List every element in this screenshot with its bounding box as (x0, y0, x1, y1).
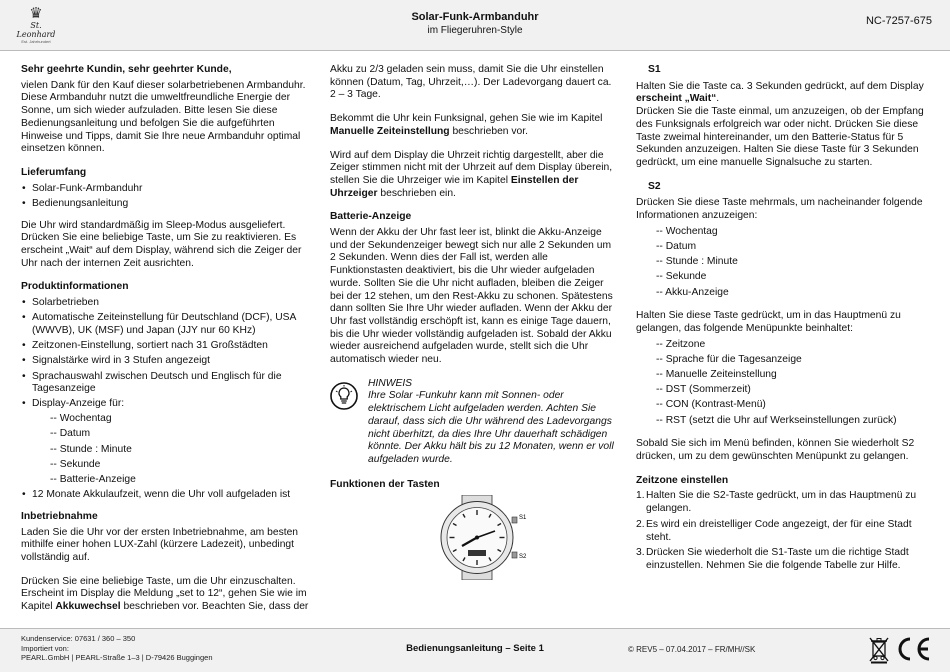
weee-bin-icon (868, 636, 890, 664)
page-footer (0, 628, 950, 672)
watch-lcd-display (468, 550, 486, 556)
timezone-steps (636, 490, 928, 572)
list-item: -- DST (Sommerzeit) (656, 384, 751, 396)
ce-mark-icon (895, 635, 933, 663)
list-item: -- Wochentag (50, 413, 112, 425)
brand-logo (14, 6, 58, 44)
importer-address: PEARL.GmbH | PEARL-Straße 1–3 | D-79426 Buggingen (21, 653, 213, 662)
column-2 (330, 64, 618, 580)
step-number: 2. (636, 518, 645, 530)
text-span: Bekommt die Uhr kein Funksignal, gehen Sie wie im Kapitel (330, 113, 603, 125)
bold-reference: Einstellen der Uhrzeiger (330, 174, 579, 199)
battery-indicator-paragraph: Wenn der Akku der Uhr fast leer ist, blinkt die Akku-Anzeige und der Sekundenzeiger bewegt sich nur alle 2 Sekunden um 2 Sekunden. Wenn dies der Fall ist, werden alle Funktionstasten deaktiviert, bis die Uhr wieder aufgeladen wurde. Sollten Sie die Uhr nicht aufladen, bleiben die Zeiger bei der 12 stehen, um den Rest-Akku zu schonen. Spätestens dann sollten Sie Ihre Uhr wieder aufladen. Wenn der Akku der Uhr fast vollständig erschöpft ist, kann es einige Tage dauern, bis die Uhr wieder vollständig aufgeladen ist. Sobald der Akku wieder ausreichend aufgeladen wurde, stellt sich die Uhr automatisch wieder neu. (330, 227, 613, 366)
watch-center (475, 536, 479, 540)
text-span: Wird auf dem Display die Uhrzeit richtig dargestellt, aber die Zeiger stimmen nicht mit der Uhrzeit auf dem Display überein, stellen Sie die Uhrzeiger wie im Kapitel (330, 149, 613, 186)
hint-box (330, 378, 618, 467)
list-item: • Zeitzonen-Einstellung, sortiert nach 31 Großstädten (32, 340, 311, 353)
text-span: beschrieben vor. (449, 125, 528, 137)
step-number: 3. (636, 547, 645, 559)
list-item: • Bedienungsanleitung (32, 198, 311, 211)
list-item: • Automatische Zeiteinstellung für Deutschland (DCF), USA (WWVB), UK (MSF) und Japan (JJY nur 60 KHz) (32, 312, 311, 337)
label-s1: S1 (519, 515, 527, 522)
step-text: Halten Sie die S2-Taste gedrückt, um in das Hauptmenü zu gelangen. (646, 490, 917, 515)
column-3 (636, 64, 928, 576)
list-item: -- Wochentag (656, 225, 718, 237)
step-text: Es wird ein dreistelliger Code angezeigt, der für eine Stadt steht. (646, 518, 912, 543)
menu-navigation-paragraph: Sobald Sie sich im Menü befinden, können Sie wiederholt S2 drücken, um zu dem gewünschten Menüpunkt zu gelangen. (636, 438, 915, 463)
logo-sub-text: Est. Jahrhundert (21, 39, 51, 44)
charge-continue-paragraph: Akku zu 2/3 geladen sein muss, damit Sie die Uhr einstellen können (Datum, Tag, Uhrzeit,…). Der Ladevorgang dauert ca. 2 – 3 Tage. (330, 64, 612, 101)
watch-button-s2 (512, 552, 517, 558)
intro-paragraph: vielen Dank für den Kauf dieser solarbetriebenen Armbanduhr. Diese Armbanduhr nutzt die umweltfreundliche Energie der Sonne, um sich wieder aufzuladen. Bitte lesen Sie diese Bedienungsanleitung und befolgen Sie die aufgeführten Hinweise und Tipps, damit Sie Ihre neue Armbanduhr optimal einsetzen können. (21, 79, 306, 155)
s1-heading: S1 (648, 64, 661, 75)
step-number: 1. (636, 490, 645, 502)
list-item: -- Batterie-Anzeige (50, 473, 136, 485)
list-item: -- CON (Kontrast-Menü) (656, 399, 766, 411)
label-s2: S2 (519, 554, 527, 561)
logo-brand-text: St. Leonhard (16, 21, 56, 39)
bold-reference: Manuelle Zeiteinstellung (330, 125, 450, 137)
s2-paragraph: Drücken Sie diese Taste mehrmals, um nacheinander folgende Informationen anzuzeigen: (636, 197, 923, 222)
first-use-paragraph: Laden Sie die Uhr vor der ersten Inbetriebnahme, am besten mithilfe einer hohen LUX-Zahl (kürzere Ladezeit), unbedingt vollständig auf. (21, 526, 299, 563)
revision-label: © REV5 – 07.04.2017 – FR/MH//SK (628, 645, 756, 654)
text-span: Drücken Sie die Taste einmal, um anzuzeigen, ob der Empfang des Funksignals erfolgreich war oder nicht. Drücken Sie diese Taste zweimal hintereinander, um den Batterie-Status für 5 Sekunden anzuzeigen. Halten Sie diese Taste für 3 Sekunden gedrückt, um eine manuelle Signalsuche zu starten. (636, 106, 924, 168)
button-functions-heading: Funktionen der Tasten (330, 478, 440, 490)
scope-list (21, 183, 311, 211)
s2-heading: S2 (648, 180, 661, 192)
list-item: -- Sekunde (50, 458, 101, 470)
scope-heading: Lieferumfang (21, 166, 87, 178)
product-info-list (21, 297, 311, 502)
first-use-heading: Inbetriebnahme (21, 510, 98, 522)
display-item-label: Display-Anzeige für: (32, 398, 125, 410)
list-item: • 12 Monate Akkulaufzeit, wenn die Uhr voll aufgeladen ist (32, 489, 311, 502)
customer-service: Kundenservice: 07631 / 360 – 350 (21, 634, 136, 643)
list-item: • Sprachauswahl zwischen Deutsch und Englisch für die Tagesanzeige (32, 371, 311, 396)
page-label: Bedienungsanleitung – Seite 1 (406, 643, 544, 654)
text-span: beschrieben ein. (377, 187, 456, 199)
list-item: • Signalstärke wird in 3 Stufen angezeigt (32, 355, 311, 368)
list-item: -- Zeitzone (656, 338, 706, 350)
article-number: NC-7257-675 (865, 15, 932, 27)
text-span: beschrieben vor. Beachten Sie, dass der (120, 601, 309, 613)
column-1 (21, 64, 311, 625)
display-sublist (32, 413, 311, 487)
list-item: • Solarbetrieben (32, 297, 311, 310)
list-item: -- Akku-Anzeige (656, 286, 729, 298)
switch-on-paragraph (21, 576, 311, 614)
step-text: Drücken Sie wiederholt die S1-Taste um die richtige Stadt einzustellen. Nehmen Sie die folgende Tabelle zur Hilfe. (646, 547, 909, 571)
product-info-heading: Produktinformationen (21, 281, 129, 293)
watch-illustration (422, 495, 532, 580)
list-item (32, 398, 311, 486)
text-span: . (716, 93, 720, 105)
footer-contact (21, 634, 213, 663)
hint-text: Ihre Solar -Funkuhr kann mit Sonnen- oder elektrischem Licht aufgeladen werden. Achten Sie darauf, dass sich die Uhr während des Ladevorgangs nicht überhitzt, da dies Ihre Uhr dauerhaft schädigen könnte. Der Akku hält bis zu 12 Monaten, wenn er voll aufgeladen wurde. (368, 390, 614, 465)
page-header (0, 0, 950, 51)
battery-indicator-heading: Batterie-Anzeige (330, 211, 412, 223)
list-item: -- Sekunde (656, 271, 707, 283)
greeting-heading: Sehr geehrte Kundin, sehr geehrter Kunde, (21, 64, 232, 75)
menu-list (636, 339, 928, 428)
list-item: • Solar-Funk-Armbanduhr (32, 183, 311, 196)
no-signal-paragraph (330, 113, 618, 138)
list-item: -- Stunde : Minute (656, 256, 738, 268)
imported-by-label: Importiert von: (21, 643, 69, 653)
list-item (636, 518, 928, 544)
list-item (636, 490, 928, 515)
timezone-heading: Zeitzone einstellen (636, 474, 729, 486)
list-item: -- Manuelle Zeiteinstellung (656, 369, 777, 381)
text-span: Drücken Sie eine beliebige Taste, um die Uhr einzuschalten. Erscheint im Display die Meldung „set to 12“, gehen Sie wie im Kapitel (21, 575, 307, 613)
document-subtitle: im Fliegeruhren-Style (427, 25, 523, 36)
hands-paragraph (330, 150, 618, 201)
list-item: -- Stunde : Minute (50, 443, 132, 455)
bold-text: erscheint „Wait“ (636, 93, 717, 105)
crown-icon: ♛ (29, 5, 43, 22)
document-title: Solar-Funk-Armbanduhr (411, 11, 539, 23)
list-item: -- Datum (50, 428, 91, 440)
list-item (636, 547, 928, 572)
hint-title: HINWEIS (368, 377, 413, 389)
text-span: Halten Sie die Taste ca. 3 Sekunden gedrückt, auf dem Display (636, 80, 924, 92)
s1-paragraph (636, 81, 928, 170)
list-item: -- Datum (656, 240, 697, 252)
s2-info-list (636, 226, 928, 300)
lightbulb-icon (330, 382, 358, 410)
list-item: -- Sprache für die Tagesanzeige (656, 353, 802, 365)
bold-reference: Akkuwechsel (55, 601, 121, 613)
sleep-mode-paragraph: Die Uhr wird standardmäßig im Sleep-Modus ausgeliefert. Drücken Sie eine beliebige Taste, um Sie zu reaktivieren. Es erscheint „Wait“ auf dem Display, während sich die Zeiger der Uhr nach der internen Zeit ausrichten. (21, 219, 302, 269)
watch-button-s1 (512, 517, 517, 523)
list-item: -- RST (setzt die Uhr auf Werkseinstellungen zurück) (656, 414, 897, 426)
menu-paragraph: Halten Sie diese Taste gedrückt, um in das Hauptmenü zu gelangen, das folgende Menüpunkte beinhaltet: (636, 310, 901, 334)
